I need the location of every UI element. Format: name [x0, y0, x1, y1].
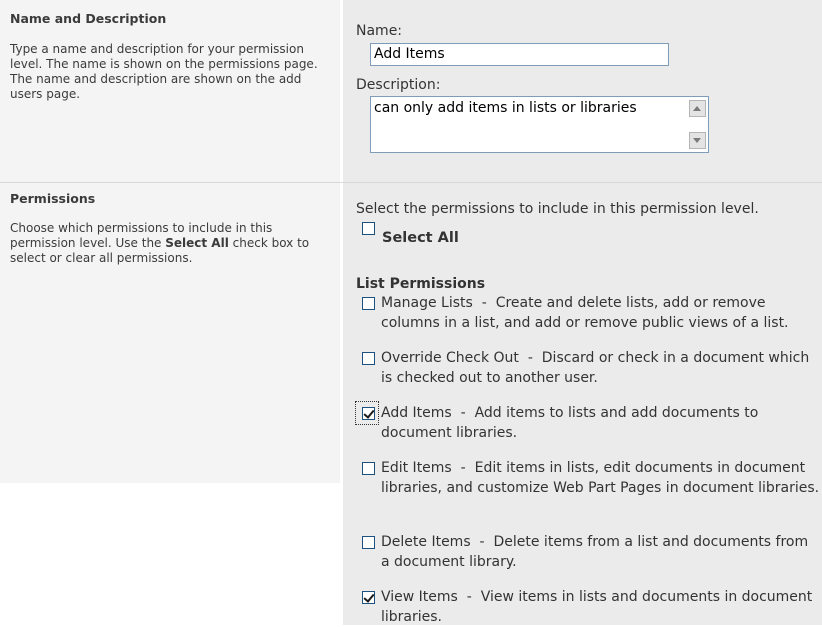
override-check-out-checkbox[interactable]	[362, 352, 375, 365]
permissions-list	[343, 183, 822, 625]
name-input-value: Add Items	[374, 46, 445, 62]
description-textarea-value: can only add items in lists or libraries	[374, 100, 637, 116]
permissions-intro: Select the permissions to include in this permission level.	[356, 201, 759, 217]
section-title-name-description: Name and Description	[10, 11, 167, 26]
permissions-help-bold: Select All	[165, 236, 229, 250]
permissions-help-text-1: Choose which permissions to include in this permission level. Use the	[10, 221, 273, 250]
edit-items-label[interactable]: Edit Items - Edit items in lists, edit documents in document libraries, and customize Web Part Pages in document libraries.	[381, 460, 820, 496]
add-items-checkbox[interactable]	[362, 407, 375, 420]
add-items-description: Add items to lists and add documents to document libraries.	[381, 405, 759, 441]
manage-lists-checkbox[interactable]	[362, 297, 375, 310]
view-items-description: View items in lists and documents in document libraries.	[381, 589, 813, 625]
name-label: Name:	[356, 23, 403, 39]
add-items-label[interactable]: Add Items - Add items to lists and add documents to document libraries.	[381, 405, 759, 441]
column-divider-2	[340, 183, 343, 483]
arrow-up-icon	[693, 106, 701, 111]
column-divider	[340, 0, 343, 183]
permissions-section	[0, 183, 822, 625]
delete-items-description: Delete items from a list and documents from a document library.	[381, 534, 809, 570]
name-description-info	[0, 0, 340, 183]
view-items-checkbox[interactable]	[362, 591, 375, 604]
delete-items-label[interactable]: Delete Items - Delete items from a list and documents from a document library.	[381, 534, 809, 570]
add-items-name: Add Items	[381, 405, 452, 421]
name-description-fields	[343, 0, 822, 183]
section-title-permissions: Permissions	[10, 191, 96, 206]
delete-items-name: Delete Items	[381, 534, 471, 550]
edit-items-name: Edit Items	[381, 460, 452, 476]
manage-lists-label[interactable]: Manage Lists - Create and delete lists, add or remove columns in a list, and add or remove public views of a list.	[381, 295, 789, 331]
edit-items-checkbox[interactable]	[362, 462, 375, 475]
name-description-help: Type a name and description for your permission level. The name is shown on the permissions page. The name and description are shown on the add users page.	[10, 42, 318, 101]
edit-items-description: Edit items in lists, edit documents in document libraries, and customize Web Part Pages in document libraries.	[381, 460, 820, 496]
description-textarea[interactable]	[370, 96, 709, 153]
override-check-out-name: Override Check Out	[381, 350, 519, 366]
list-permissions-heading: List Permissions	[356, 276, 486, 292]
manage-lists-name: Manage Lists	[381, 295, 473, 311]
scroll-down-button[interactable]	[689, 132, 706, 149]
name-input[interactable]	[370, 43, 669, 66]
override-check-out-description: Discard or check in a document which is checked out to another user.	[381, 350, 810, 386]
view-items-label[interactable]: View Items - View items in lists and documents in document libraries.	[381, 589, 813, 625]
permissions-info	[0, 183, 340, 483]
select-all-label[interactable]: Select All	[382, 230, 459, 246]
arrow-down-icon	[693, 138, 701, 143]
permissions-help	[10, 221, 320, 266]
override-check-out-label[interactable]: Override Check Out - Discard or check in a document which is checked out to another user.	[381, 350, 810, 386]
permissions-help-text-2: check box to select or clear all permissions.	[10, 236, 310, 265]
scroll-up-button[interactable]	[689, 100, 706, 117]
manage-lists-description: Create and delete lists, add or remove columns in a list, and add or remove public views of a list.	[381, 295, 789, 331]
description-label: Description:	[356, 77, 441, 93]
select-all-checkbox[interactable]	[362, 222, 375, 235]
delete-items-checkbox[interactable]	[362, 536, 375, 549]
view-items-name: View Items	[381, 589, 458, 605]
name-description-section	[0, 0, 822, 183]
